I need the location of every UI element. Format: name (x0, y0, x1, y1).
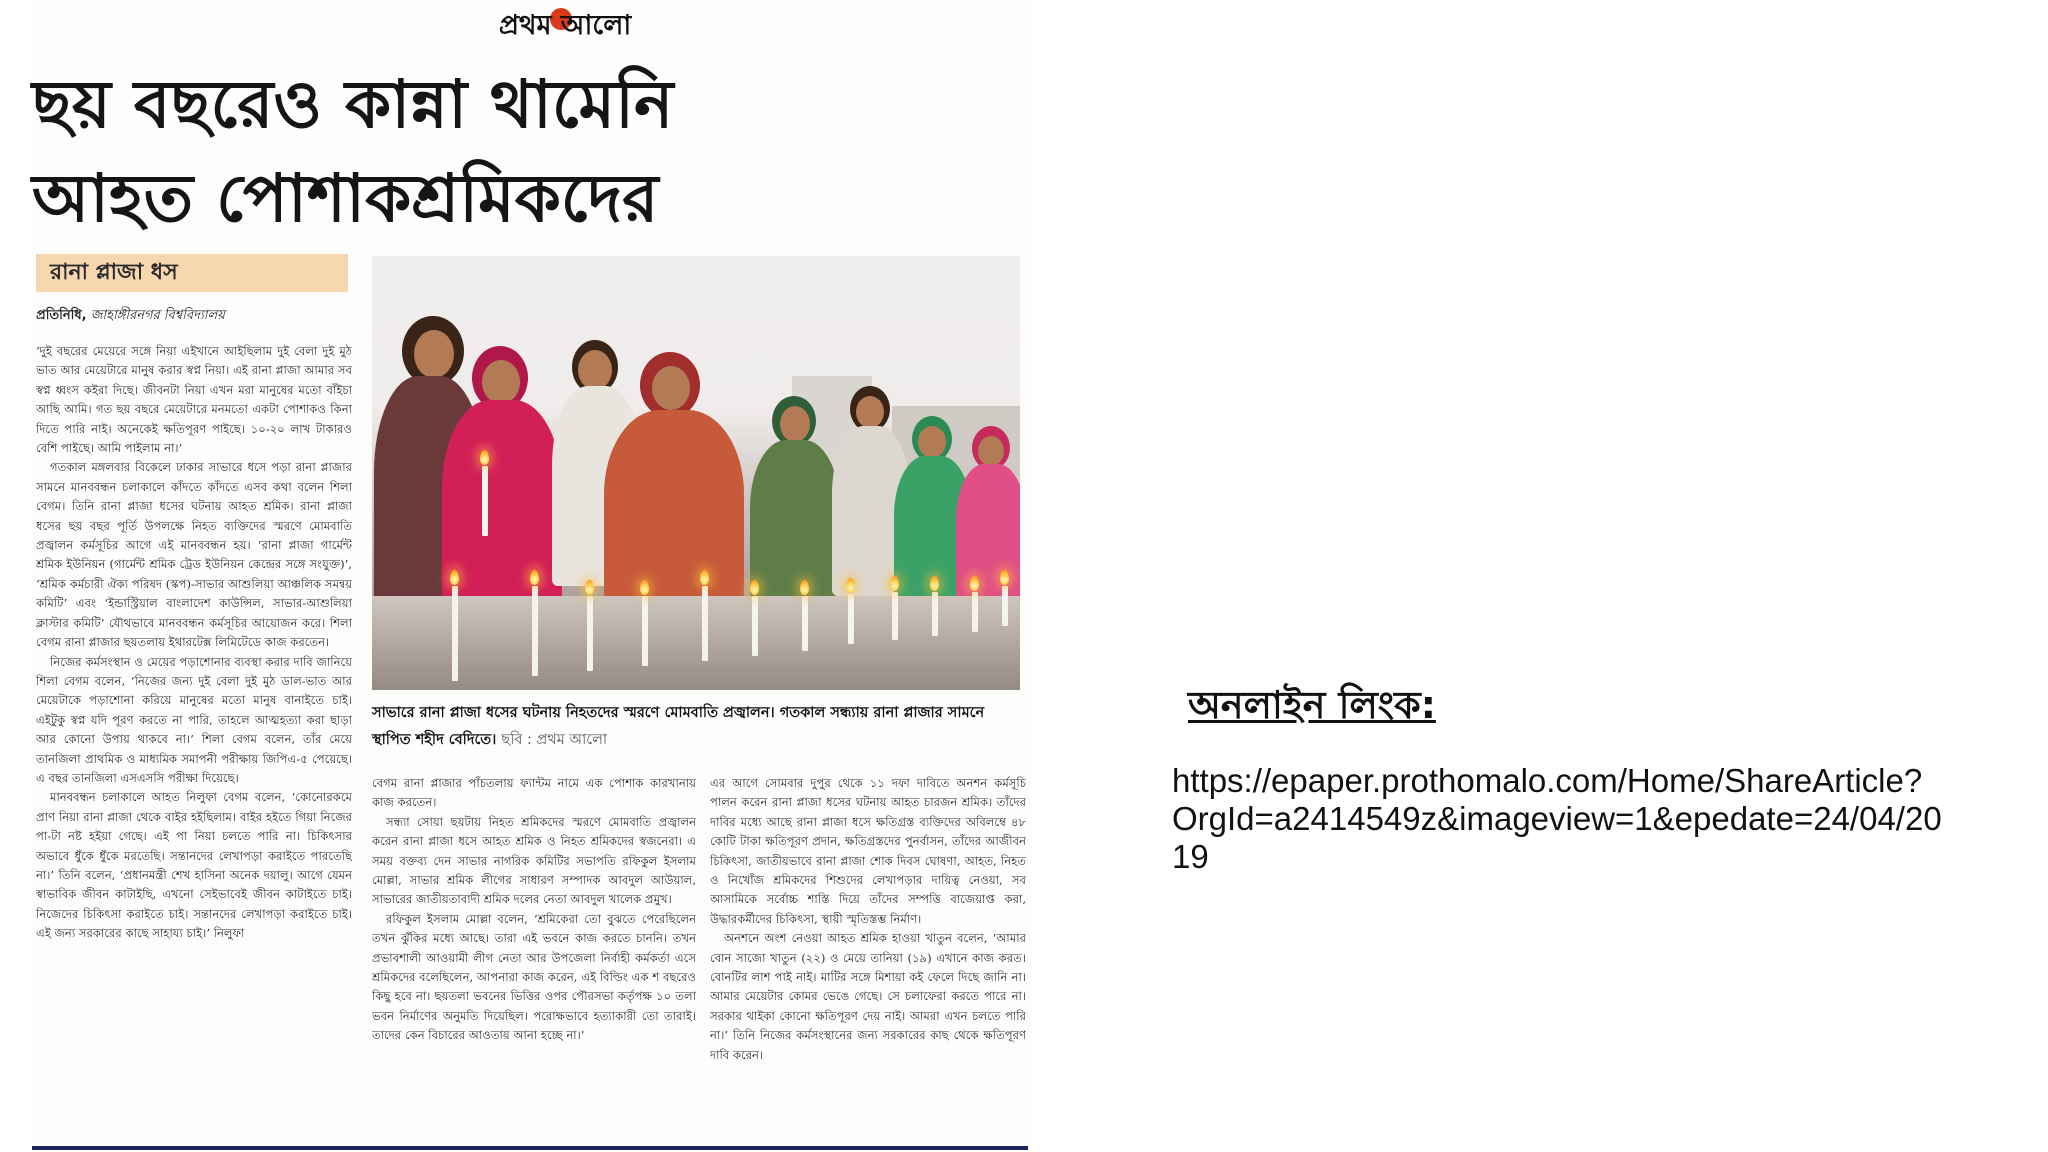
memorial-altar (372, 596, 1020, 690)
article-kicker: রানা প্লাজা ধস (36, 254, 348, 292)
candle-flame (530, 570, 539, 585)
paragraph: এর আগে সোমবার দুপুর থেকে ১১ দফা দাবিতে অনশন কর্মসূচি পালন করেন রানা প্লাজা ধসের ঘটনায় আহত চারজন শ্রমিক। তাঁদের দাবির মধ্যে আছে রানা প্লাজা ধসে ক্ষতিগ্রস্ত ব্যক্তিদের অবিলম্বে ৪৮ কোটি টাকা ক্ষতিপূরণ প্রদান, ক্ষতিগ্রস্তদের পুনর্বাসন, তাঁদের আজীবন চিকিৎসা, জাতীয়ভাবে রানা প্লাজা শোক দিবস ঘোষণা, আহত, নিহত ও নিখোঁজ শ্রমিকদের শিশুদের লেখাপড়ার দায়িত্ব নেওয়া, সব আসামিকে সর্বোচ্চ শাস্তি দিয়ে তাঁদের সম্পত্তি বাজেয়াপ্ত করা, উদ্ধারকর্মীদের চিকিৎসা, স্থায়ী স্মৃতিস্তম্ভ নির্মাণ। (710, 776, 1026, 926)
online-link-url[interactable]: https://epaper.prothomalo.com/Home/ShareArticle?OrgId=a2414549z&imageview=1&epedate=24/04/2019 (1172, 762, 1942, 875)
article-column-2 (372, 774, 696, 1134)
paragraph: গতকাল মঙ্গলবার বিকেলে ঢাকার সাভারে ধসে পড়া রানা প্লাজার সামনে মানববন্ধন চলাকালে কাঁদতে কাঁদতে এসব কথা বলেন শিলা বেগম। তিনি রানা প্লাজা ধসের ঘটনায় আহত শ্রমিক। রানা প্লাজা ধসের ছয় বছর পূর্তি উপলক্ষে নিহত ব্যক্তিদের স্মরণে মোমবাতি প্রজ্বালন কর্মসূচির আগে এই মানববন্ধন হয়। ‘রানা প্লাজা গার্মেন্ট শ্রমিক ইউনিয়ন (গার্মেন্ট শ্রমিক ট্রেড ইউনিয়ন কেন্দ্রের সঙ্গে সংযুক্ত)’, ‘শ্রমিক কর্মচারী ঐক্য পরিষদ (স্কপ)-সাভার আশুলিয়া আঞ্চলিক সমন্বয় কমিটি’ এবং ‘ইন্ডাস্ট্রিয়াল বাংলাদেশ কাউন্সিল, সাভার-আশুলিয়া ক্লাস্টার কমিটি’ যৌথভাবে মানববন্ধন কর্মসূচির আয়োজন করে। শিলা বেগম রানা প্লাজার ছয়তলায় ইথারটেক্স লিমিটেডে কাজ করতেন। (36, 460, 352, 650)
candle (642, 596, 648, 666)
candle (482, 466, 488, 536)
byline-place: জাহাঙ্গীরনগর বিশ্ববিদ্যালয় (90, 308, 225, 323)
headline-line-1: ছয় বছরেও কান্না থামেনি (32, 66, 674, 143)
candle-flame (1000, 570, 1009, 585)
candle-flame (480, 450, 489, 465)
paragraph: রফিকুল ইসলাম মোল্লা বলেন, ‘শ্রমিকেরা তো বুঝতে পেরেছিলেন তখন ঝুঁকির মধ্যে আছে। তারা এই ভবনে কাজ করতে চাননি। তখন প্রভাবশালী আওয়ামী লীগ নেতা আর উপজেলা নির্বাহী কর্মকর্তা এসে শ্রমিকদের বলেছিলেন, আপনারা কাজ করেন, এই বিল্ডিং এক শ বছরেও কিছু হবে না। ছয়তলা ভবনের ভিত্তির ওপর পৌরসভা কর্তৃপক্ষ ১০ তলা ভবন নির্মাণের অনুমতি দিয়েছিল। পরোক্ষভাবে হত্যাকারী তো তারাই। তাদের কেন বিচারের আওতায় আনা হচ্ছে না।’ (372, 911, 696, 1043)
candle-flame (640, 580, 649, 595)
candle (892, 592, 898, 640)
article-byline (36, 306, 356, 327)
paragraph: নিজের কর্মসংস্থান ও মেয়ের পড়াশোনার ব্যবস্থা করার দাবি জানিয়ে শিলা বেগম বলেন, ‘নিজের জন্য দুই বেলা দুই মুঠ ডাল-ভাত আর মেয়েটাকে পড়াশোনা করিয়ে মানুষের মতো মানুষ বানাইতে চাই। এইটুকু স্বপ্ন যদি পূরণ করতে না পারি, তাহলে আত্মহত্যা করা ছাড়া আর কোনো উপায় থাকবে না।’ শিলা বেগম বলেন, তাঁর মেয়ে তানজিলা প্রাথমিক ও মাধ্যমিক সমাপনী পরীক্ষায় জিপিএ-৫ পেয়েছে। এ বছর তানজিলা এসএসসি পরীক্ষা দিয়েছে। (36, 654, 352, 785)
newspaper-masthead: প্রথম আলো (498, 10, 632, 41)
article-column-1 (36, 342, 352, 1134)
candle-flame (846, 578, 855, 593)
candle-flame (890, 576, 899, 591)
online-link-heading: অনলাইন লিংক: (1188, 683, 1436, 727)
candle (532, 586, 538, 676)
paragraph: সন্ধ্যা সোয়া ছয়টায় নিহত শ্রমিকদের স্মরণে মোমবাতি প্রজ্বালন করেন রানা প্লাজা ধসে আহত শ্রমিক ও নিহত শ্রমিকদের স্বজনেরা। এ সময় বক্তব্য দেন সাভার নাগরিক কমিটির সভাপতি রফিকুল ইসলাম মোল্লা, সাভার শ্রমিক লীগের সাধারণ সম্পাদক আবদুল আউয়াল, সাভারের জাতীয়তাবাদী শ্রমিক দলের নেতা আবদুল খালেক প্রমুখ। (372, 814, 696, 907)
candle-flame (800, 580, 809, 595)
candle (1002, 586, 1008, 626)
candle-flame (930, 576, 939, 591)
byline-reporter: প্রতিনিধি, (36, 308, 87, 323)
candle (752, 596, 758, 656)
paragraph: অনশনে অংশ নেওয়া আহত শ্রমিক হাওয়া খাতুন বলেন, ‘আমার বোন সাজো খাতুন (২২) ও মেয়ে তানিয়া (১৯) এখানে কাজ করত। বোনটির লাশ পাই নাই। মাটির সঙ্গে মিশায়া কই ফেলে দিছে জানি না। আমার মেয়েটার কোমর ভেঙে গেছে। সে চলাফেরা করতে পারে না। সরকার থাইকা কোনো ক্ষতিপূরণ দেয় নাই। আমরা এখন চলতে পারি না।’ তিনি নিজের কর্মসংস্থানের জন্য সরকারের কাছ থেকে ক্ষতিপূরণ দাবি করেন। (710, 931, 1026, 1062)
paragraph: ‘দুই বছরের মেয়েরে সঙ্গে নিয়া এইখানে আইছিলাম দুই বেলা দুই মুঠ ভাত আর মেয়েটারে মানুষ করার স্বপ্ন নিয়া। এই রানা প্লাজা আমার সব স্বপ্ন ধ্বংস কইরা দিছে। জীবনটা নিয়া এখন মরা মানুষের মতো বাঁইচা আছি আমি। গত ছয় বছরে মেয়েটারে মনমতো একটা পোশাকও কিনা দিতে পারি নাই। অনেকেই ক্ষতিপূরণ পাইছে। ১০-২০ লাখ টাকারও বেশি পাইছে। আমি পাইলাম না।’ (36, 344, 352, 456)
candle (802, 596, 808, 651)
candle (932, 592, 938, 636)
photo-caption (372, 700, 1020, 754)
caption-text: সাভারে রানা প্লাজা ধসের ঘটনায় নিহতদের স্মরণে মোমবাতি প্রজ্বালন। গতকাল সন্ধ্যায় রানা প্লাজার সামনে স্থাপিত শহীদ বেদিতে। (372, 705, 985, 748)
candle-flame (450, 570, 459, 585)
candle (587, 596, 593, 671)
candle-flame (750, 580, 759, 595)
candlelight-vigil-photo (372, 256, 1020, 690)
paragraph: মানববন্ধন চলাকালে আহত নিলুফা বেগম বলেন, ‘কোনোরকমে প্রাণ নিয়া রানা প্লাজা থেকে বাইর হইছিলাম। বাইর হইতে গিয়া নিজের পা-টা নষ্ট হইয়া গেছে। এই পা নিয়া চলতে পারি না। চিকিৎসার অভাবে ধুঁকে ধুঁকে মরতেছি। সন্তানদের লেখাপড়া করাইতে পারতেছি না।’ তিনি বলেন, ‘প্রধানমন্ত্রী শেখ হাসিনা অনেক দয়ালু। আগে যেমন স্বাভাবিক জীবন কাটাইছি, এখনো সেইভাবেই জীবন কাটাইতে চাই। নিজেদের চিকিৎসা করাইতে চাই। সন্তানদের লেখাপড়া করাইতে চাই। এই জন্য সরকারের কাছে সাহায্য চাই।’ নিলুফা (36, 790, 352, 941)
article-column-3 (710, 774, 1026, 1134)
headline-line-2: আহত পোশাকশ্রমিকদের (32, 160, 659, 237)
candle (972, 592, 978, 632)
candle (848, 594, 854, 644)
bottom-rule (32, 1146, 1028, 1150)
candle-flame (585, 580, 594, 595)
candle (702, 586, 708, 661)
candle-flame (700, 570, 709, 585)
caption-credit: ছবি : প্রথম আলো (501, 732, 608, 748)
paragraph: বেগম রানা প্লাজার পাঁচতলায় ফ্যান্টম নামে এক পোশাক কারখানায় কাজ করতেন। (372, 776, 696, 810)
candle (452, 586, 458, 681)
article-headline (32, 58, 792, 246)
newspaper-clipping (30, 0, 1030, 1150)
candle-flame (970, 576, 979, 591)
